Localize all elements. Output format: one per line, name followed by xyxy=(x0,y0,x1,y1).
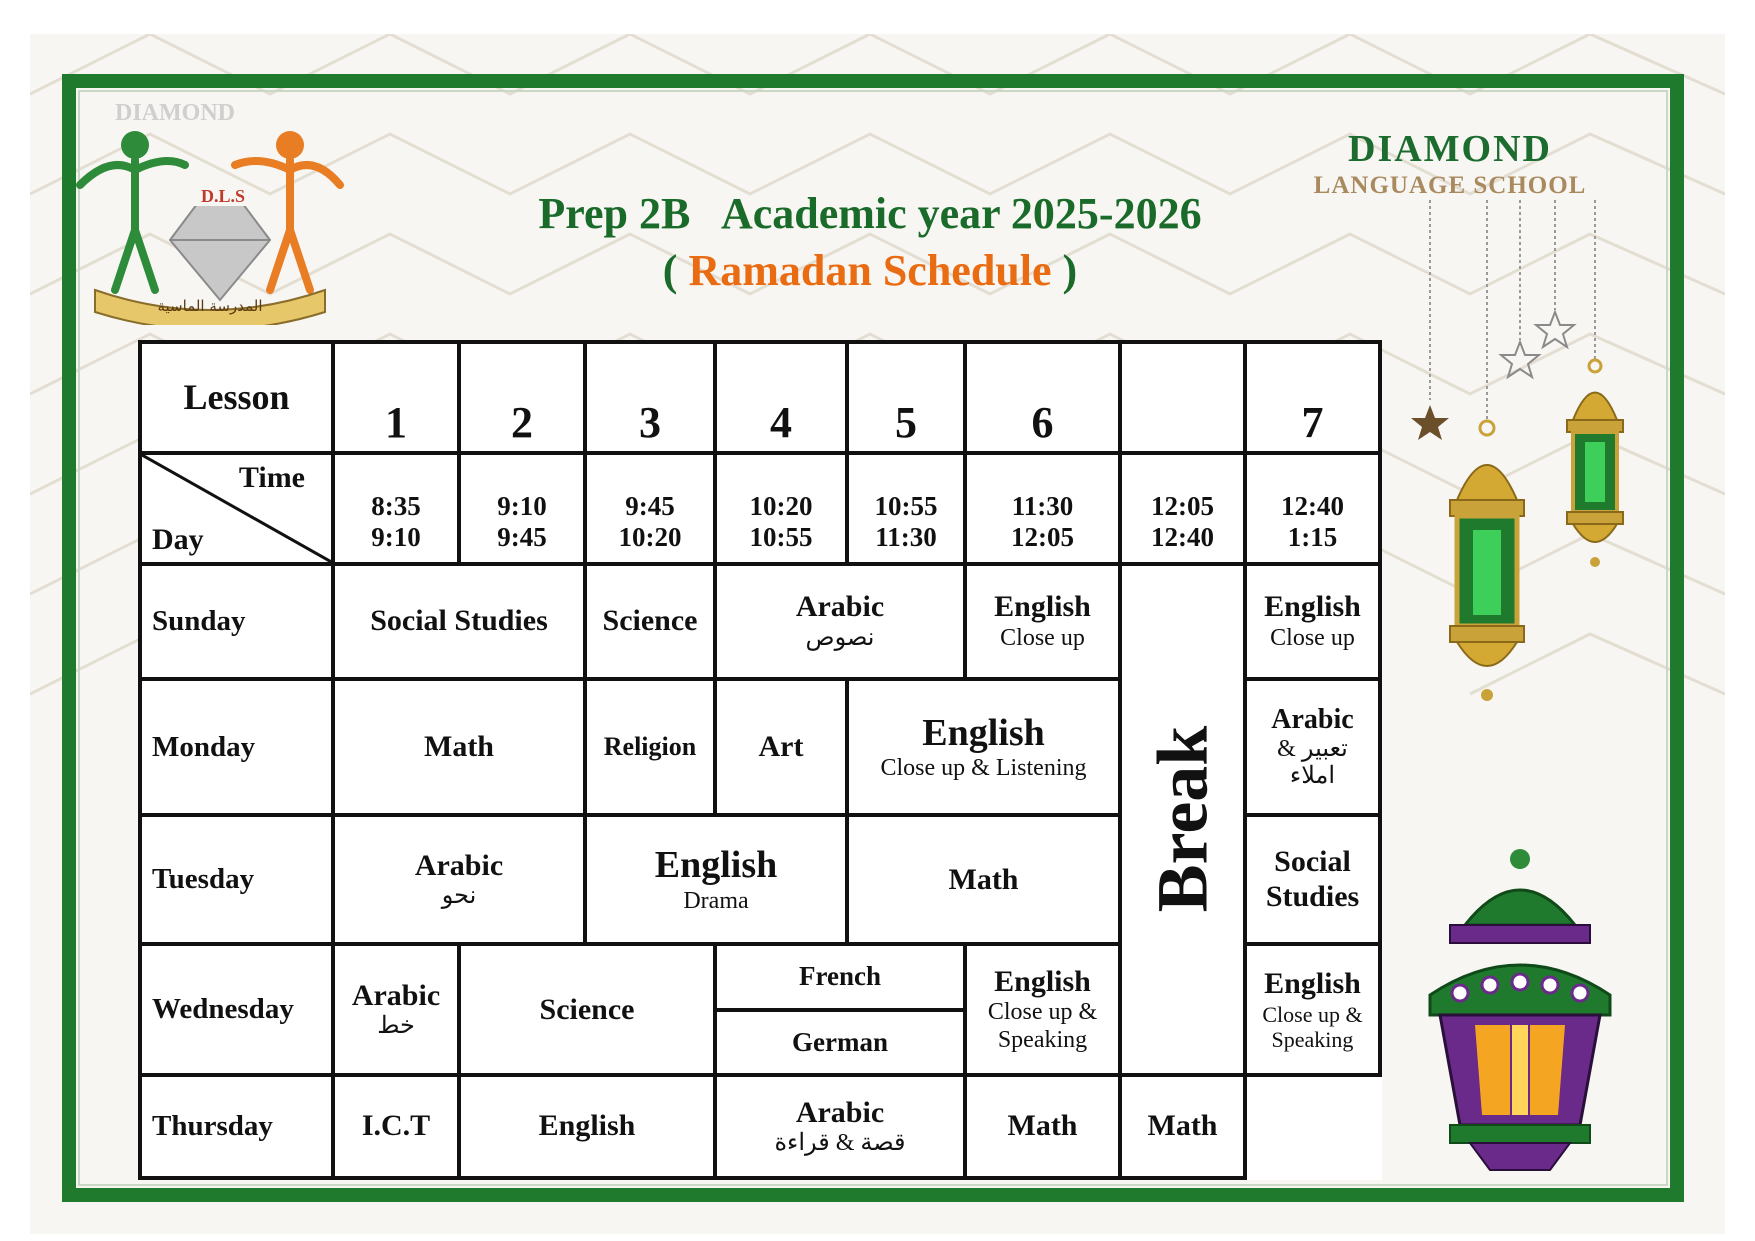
day-name: Wednesday xyxy=(140,944,333,1075)
subject-cell: English Close up & Speaking xyxy=(965,944,1120,1075)
subject-cell: Arabic نصوص xyxy=(715,564,965,680)
lesson-number: 2 xyxy=(459,342,585,453)
lesson-label: Lesson xyxy=(140,342,333,453)
schedule-table xyxy=(138,340,1382,1180)
subject-cell: Math xyxy=(847,815,1120,944)
star-icon xyxy=(1411,405,1449,440)
day-row-sunday xyxy=(140,564,1380,680)
day-row-thursday xyxy=(140,1075,1380,1178)
time-header-row xyxy=(140,453,1380,564)
subject-cell: Art xyxy=(715,679,847,815)
star-outline-icon xyxy=(1501,342,1539,377)
day-name: Sunday xyxy=(140,564,333,680)
subject-cell: I.C.T xyxy=(333,1075,459,1178)
subject-cell: Arabic نحو xyxy=(333,815,585,944)
break-column xyxy=(1120,564,1245,1076)
subject-cell: English Close up & Speaking xyxy=(1245,944,1380,1075)
school-logo xyxy=(75,100,345,325)
subtitle-highlight: Ramadan Schedule xyxy=(688,246,1052,295)
day-name: Thursday xyxy=(140,1075,333,1178)
time-slot: 10:20 10:55 xyxy=(715,453,847,564)
subject-cell: English Drama xyxy=(585,815,847,944)
time-slot: 11:30 12:05 xyxy=(965,453,1120,564)
day-label: Day xyxy=(152,523,204,557)
lesson-number: 7 xyxy=(1245,342,1380,453)
subject-cell: Religion xyxy=(585,679,715,815)
subject-cell: English Close up xyxy=(1245,564,1380,680)
green-figure-head xyxy=(121,131,149,159)
lesson-number: 4 xyxy=(715,342,847,453)
diamond-icon xyxy=(170,200,270,300)
subject-cell: English Close up & Listening xyxy=(847,679,1120,815)
subject-cell: Social Studies xyxy=(1245,815,1380,944)
subject-cell: Arabic & تعبير املاء xyxy=(1245,679,1380,815)
hanging-lanterns-icon xyxy=(1395,200,1705,730)
time-slot: 10:55 11:30 xyxy=(847,453,965,564)
lesson-number: 3 xyxy=(585,342,715,453)
page-title: Prep 2B Academic year 2025-2026 xyxy=(538,189,1202,238)
logo-watermark: DIAMOND xyxy=(115,100,235,126)
break-label: Break xyxy=(1142,726,1223,913)
subject-cell: Arabic خط xyxy=(333,944,459,1075)
subject-cell: Math xyxy=(965,1075,1120,1178)
school-brand xyxy=(1250,130,1650,200)
gold-lantern-large xyxy=(1450,421,1524,701)
subject-cell: Arabic قصة & قراءة xyxy=(715,1075,965,1178)
page-subtitle: ( Ramadan Schedule ) xyxy=(662,246,1078,295)
time-slot: 8:35 9:10 xyxy=(333,453,459,564)
gold-lantern-small xyxy=(1567,360,1623,567)
time-slot-break: 12:05 12:40 xyxy=(1120,453,1245,564)
lesson-number: 5 xyxy=(847,342,965,453)
time-label: Time xyxy=(238,460,305,494)
star-outline-icon xyxy=(1536,312,1574,347)
subject-cell: Science xyxy=(459,944,715,1075)
orange-figure-head xyxy=(276,131,304,159)
subject-cell-french: French xyxy=(715,944,965,1009)
subject-cell: Math xyxy=(333,679,585,815)
day-name: Monday xyxy=(140,679,333,815)
brand-name: DIAMOND xyxy=(1348,128,1552,170)
time-slot: 12:40 1:15 xyxy=(1245,453,1380,564)
lesson-number-blank xyxy=(1120,342,1245,453)
logo-arabic-text: المدرسة الماسية xyxy=(157,297,263,315)
lesson-number: 1 xyxy=(333,342,459,453)
logo-letters: D.L.S xyxy=(200,186,246,206)
brand-sub: LANGUAGE SCHOOL xyxy=(1313,172,1587,199)
subject-cell: English Close up xyxy=(965,564,1120,680)
subject-cell-german: German xyxy=(715,1010,965,1075)
subject-cell: Science xyxy=(585,564,715,680)
subject-cell: English xyxy=(459,1075,715,1178)
subject-cell: Math xyxy=(1120,1075,1245,1178)
day-name: Tuesday xyxy=(140,815,333,944)
subject-cell: Social Studies xyxy=(333,564,585,680)
lesson-number: 6 xyxy=(965,342,1120,453)
time-day-corner xyxy=(140,453,333,564)
ramadan-fanous-icon xyxy=(1410,845,1630,1175)
time-slot: 9:45 10:20 xyxy=(585,453,715,564)
lesson-header-row xyxy=(140,342,1380,453)
time-slot: 9:10 9:45 xyxy=(459,453,585,564)
